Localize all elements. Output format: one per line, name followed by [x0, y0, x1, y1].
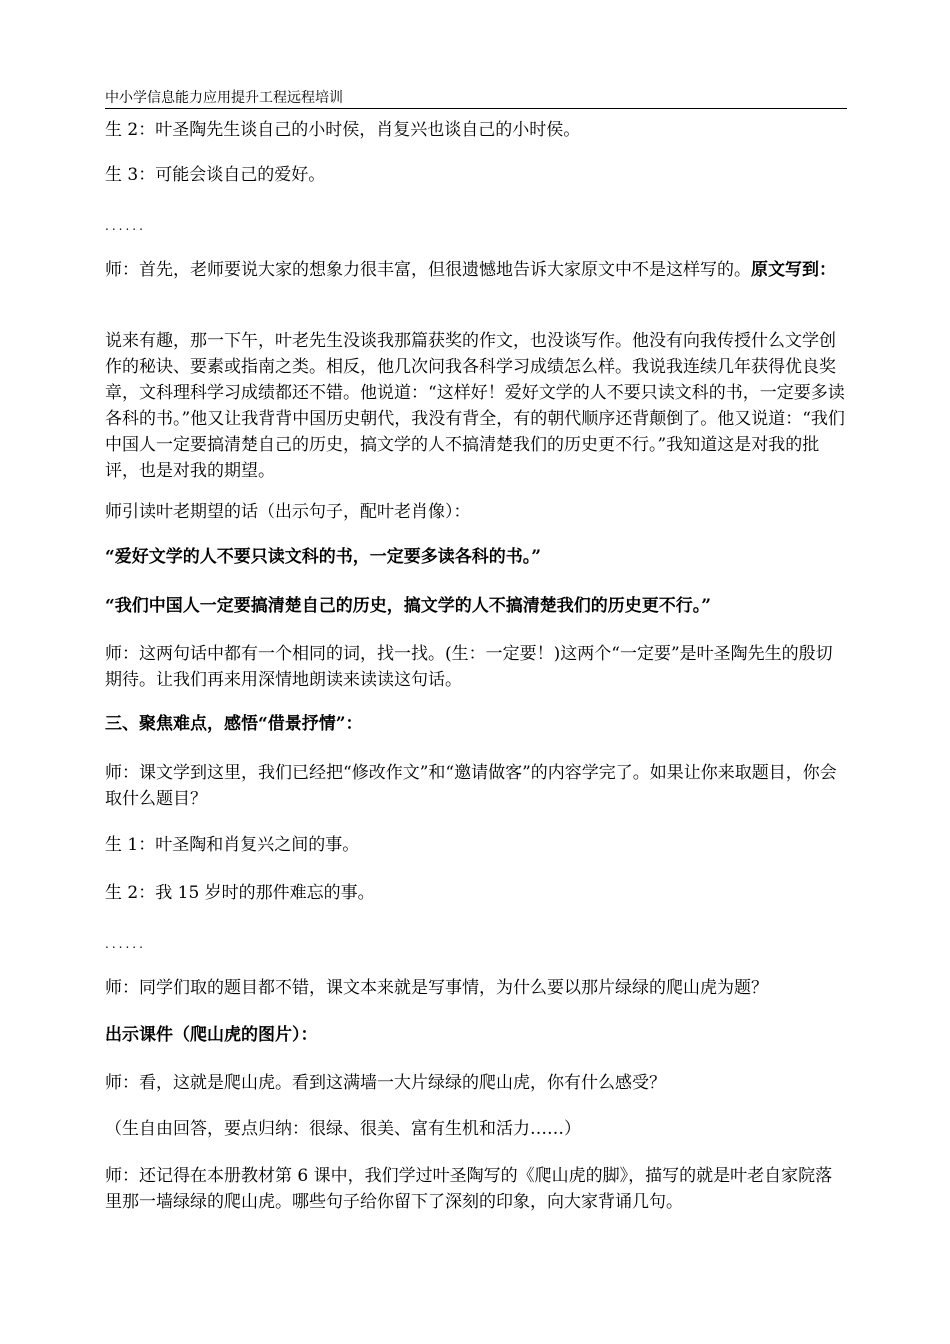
original-text-label: 原文写到：	[751, 260, 836, 280]
quote-love-literature: “爱好文学的人不要只读文科的书，一定要多读各科的书。”	[105, 547, 542, 567]
paragraph-student1-answer: 生 1：叶圣陶和肖复兴之间的事。	[105, 835, 360, 855]
ellipsis-2: ......	[105, 937, 146, 951]
paragraph-original-excerpt: 说来有趣，那一下午，叶老先生没谈我那篇获奖的作文，也没谈写作。他没有向我传授什么文学创作的秘诀、要素或指南之类。相反，他几次问我各科学习成绩怎么样。我说我连续几年获得优良奖章，文科理科学习成绩都还不错。他说道：“这样好！爱好文学的人不要只读文科的书，一定要多读各科的书。”他又让我背背中国历史朝代，我没有背全，有的朝代顺序还背颠倒了。他又说道：“我们中国人一定要搞清楚自己的历史，搞文学的人不搞清楚我们的历史更不行。”我知道这是对我的批评，也是对我的期望。	[105, 331, 845, 481]
paragraph-student2-childhood: 生 2：叶圣陶先生谈自己的小时侯，肖复兴也谈自己的小时侯。	[105, 120, 581, 140]
teacher-intro-text: 师：首先，老师要说大家的想象力很丰富，但很遗憾地告诉大家原文中不是这样写的。	[105, 260, 751, 280]
paragraph-teacher-must: 师：这两句话中都有一个相同的词，找一找。(生：一定要！)这两个“一定要”是叶圣陶先生的殷切期待。让我们再来用深情地朗读来读读这句话。	[105, 644, 833, 690]
ellipsis-1: ......	[105, 219, 146, 233]
paragraph-student2-answer: 生 2：我 15 岁时的那件难忘的事。	[105, 883, 375, 903]
paragraph-teacher-guided-reading: 师引读叶老期望的话（出示句子，配叶老肖像）：	[105, 502, 471, 522]
paragraph-student3-hobby: 生 3：可能会谈自己的爱好。	[105, 165, 326, 185]
page-header: 中小学信息能力应用提升工程远程培训	[105, 89, 847, 109]
paragraph-teacher-recall: 师：还记得在本册教材第 6 课中，我们学过叶圣陶写的《爬山虎的脚》，描写的就是叶老自家院落里那一墙绿绿的爬山虎。哪些句子给你留下了深刻的印象，向大家背诵几句。	[105, 1166, 833, 1212]
paragraph-teacher-title-question: 师：课文学到这里，我们已经把“修改作文”和“邀请做客”的内容学完了。如果让你来取题目，你会取什么题目？	[105, 763, 837, 809]
paragraph-teacher-why-title: 师：同学们取的题目都不错，课文本来就是写事情，为什么要以那片绿绿的爬山虎为题？	[105, 978, 768, 998]
paragraph-teacher-intro	[105, 257, 847, 283]
paragraph-teacher-look: 师：看，这就是爬山虎。看到这满墙一大片绿绿的爬山虎，你有什么感受？	[105, 1073, 666, 1093]
paragraph-show-courseware: 出示课件（爬山虎的图片）：	[105, 1025, 318, 1045]
section-heading-3: 三、聚焦难点，感悟“借景抒情”：	[105, 714, 363, 734]
paragraph-student-free-answer: （生自由回答，要点归纳：很绿、很美、富有生机和活力……）	[105, 1119, 581, 1139]
quote-know-history: “我们中国人一定要搞清楚自己的历史，搞文学的人不搞清楚我们的历史更不行。”	[105, 596, 712, 616]
